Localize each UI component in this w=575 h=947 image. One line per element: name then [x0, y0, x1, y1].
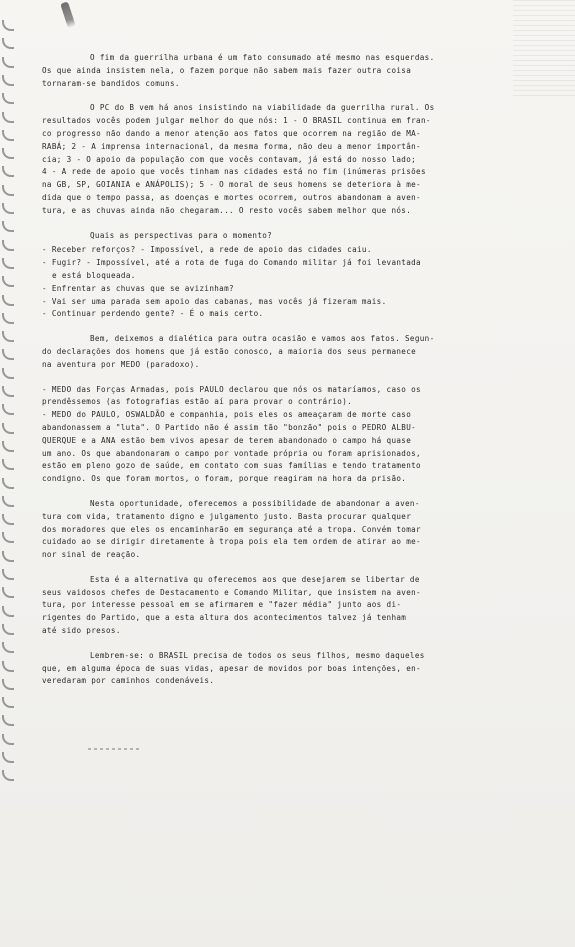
bottom-dash-mark — [88, 748, 142, 750]
binder-ring — [2, 697, 14, 708]
binder-ring — [2, 75, 14, 86]
text-line: condigno. Os que foram mortos, o foram, porque reagiram na hora da prisão. — [42, 474, 407, 484]
text-line: tura, e as chuvas ainda não chegaram... O resto vocês sabem melhor que nós. — [42, 205, 412, 215]
binder-ring — [2, 514, 14, 525]
list-item: - Receber reforços? - Impossível, a rede de apoio das cidades caiu. — [42, 245, 372, 255]
list-item: - Vai ser uma parada sem apoio das cabanas, mas vocês já fizeram mais. — [42, 296, 387, 306]
list-item: - Continuar perdendo gente? - É o mais certo. — [42, 309, 264, 319]
list-item: - Fugir? - Impossível, até a rota de fuga do Comando militar já foi levantada — [42, 258, 421, 268]
text-line: abandonassem a "luta". O Partido não é assim tão "bonzão" pois o PEDRO ALBU- — [42, 422, 417, 432]
text-line: O fim da guerrilha urbana é um fato consumado até mesmo nas esquerdas. — [90, 53, 435, 62]
binder-ring — [2, 734, 14, 745]
binder-ring — [2, 386, 14, 397]
text-line: dos moradores que eles os encaminharão em segurança até a tropa. Convém tomar — [42, 524, 421, 534]
binder-ring — [2, 551, 14, 562]
text-line: 4 - A rede de apoio que vocês tinham nas cidades está no fim (inúmeras prisões — [42, 167, 426, 177]
text-line: Lembrem-se: o BRASIL precisa de todos os seus filhos, mesmo daqueles — [90, 650, 425, 660]
paragraph-3 — [42, 230, 488, 243]
list-item-continuation: e está bloqueada. — [52, 270, 136, 280]
text-line: na GB, SP, GOIANIA e ANÁPOLIS); 5 - O moral de seus homens se deteriora à me- — [42, 180, 421, 190]
binder-ring — [2, 130, 14, 141]
corner-stamp-area — [513, 0, 575, 100]
binder-ring — [2, 752, 14, 763]
text-line: na aventura por MEDO (paradoxo). — [42, 359, 200, 369]
text-line: rigentes do Partido, que a esta altura dos acontecimentos talvez já tenham — [42, 613, 407, 623]
binder-ring — [2, 276, 14, 287]
text-line: até sido presos. — [42, 626, 121, 636]
text-line: - MEDO das Forças Armadas, pois PAULO declarou que nós os mataríamos, caso os — [42, 384, 421, 394]
text-line: tornaram-se bandidos comuns. — [42, 78, 180, 88]
binder-ring — [2, 423, 14, 434]
binder-ring — [2, 112, 14, 123]
binder-ring — [2, 331, 14, 342]
binder-ring — [2, 606, 14, 617]
paragraph-5 — [42, 384, 488, 486]
text-line: dida que o tempo passa, as doenças e mortes ocorrem, outros abandonam a aven- — [42, 192, 421, 202]
binder-ring — [2, 258, 14, 269]
paragraph-4 — [42, 333, 488, 371]
binder-ring — [2, 185, 14, 196]
text-line: do declarações dos homens que já estão conosco, a maioria dos seus permanece — [42, 346, 417, 356]
text-line: Quais as perspectivas para o momento? — [90, 230, 273, 240]
binder-ring — [2, 587, 14, 598]
binder-ring — [2, 240, 14, 251]
list-item: - Enfrentar as chuvas que se avizinham? — [42, 283, 234, 293]
text-line: nor sinal de reação. — [42, 550, 141, 560]
text-line: tura com vida, tratamento digno e julgamento justo. Basta procurar qualquer — [42, 511, 412, 521]
paragraph-2 — [42, 102, 488, 217]
text-line: Os que ainda insistem nela, o fazem porque não sabem mais fazer outra coisa — [42, 65, 412, 75]
text-line: O PC do B vem há anos insistindo na viabilidade da guerrilha rural. Os — [90, 103, 435, 113]
binder-ring — [2, 642, 14, 653]
binder-ring — [2, 496, 14, 507]
text-line: - MEDO do PAULO, OSWALDÃO e companhia, pois eles os ameaçaram de morte caso — [42, 410, 412, 420]
text-line: Esta é a alternativa qu oferecemos aos que desejarem se libertar de — [90, 574, 420, 584]
binder-ring — [2, 661, 14, 672]
binder-ring — [2, 221, 14, 232]
text-line: resultados vocês podem julgar melhor do que nós: 1 - O BRASIL continua em fran- — [42, 116, 431, 126]
binder-ring — [2, 624, 14, 635]
binder-ring — [2, 349, 14, 360]
text-line: prendêssemos (as fotografias estão aí para provar o contrário). — [42, 397, 353, 407]
text-line: cuidado ao se dirigir diretamente à tropa pois ela tem ordem de atirar ao me- — [42, 537, 421, 547]
text-line: um ano. Os que abandonaram o campo por vontade própria ou foram aprisionados, — [42, 448, 421, 458]
binder-rings — [2, 20, 16, 790]
text-line: cia; 3 - O apoio da população com que vocês contavam, já está do nosso lado; — [42, 154, 417, 164]
document-body — [42, 52, 488, 700]
text-line: seus vaidosos chefes de Destacamento e Comando Militar, que insistem na aven- — [42, 587, 421, 597]
binder-ring — [2, 93, 14, 104]
binder-ring — [2, 770, 14, 781]
ink-smudge — [60, 1, 76, 28]
binder-ring — [2, 715, 14, 726]
binder-ring — [2, 459, 14, 470]
binder-ring — [2, 295, 14, 306]
paragraph-1 — [42, 52, 488, 90]
text-line: Bem, deixemos a dialética para outra ocasião e vamos aos fatos. Segun- — [90, 334, 435, 344]
binder-ring — [2, 148, 14, 159]
binder-ring — [2, 404, 14, 415]
text-line: tura, por interesse pessoal em se afirmarem e "fazer média" junto aos di- — [42, 600, 402, 610]
binder-ring — [2, 569, 14, 580]
text-line: que, em alguma época de suas vidas, apesar de movidos por boas intenções, en- — [42, 663, 421, 673]
binder-ring — [2, 532, 14, 543]
text-line: QUERQUE e a ANA estão bem vivos apesar de terem abandonado o campo há quase — [42, 435, 412, 445]
binder-ring — [2, 679, 14, 690]
binder-ring — [2, 166, 14, 177]
binder-ring — [2, 441, 14, 452]
text-line: veredaram por caminhos condenáveis. — [42, 676, 215, 686]
paragraph-6 — [42, 498, 488, 562]
paragraph-7 — [42, 574, 488, 638]
binder-ring — [2, 313, 14, 324]
text-line: Nesta oportunidade, oferecemos a possibilidade de abandonar a aven- — [90, 498, 420, 508]
binder-ring — [2, 20, 14, 31]
text-line: co progresso não dando a menor atenção aos fatos que ocorrem na região de MA- — [42, 128, 421, 138]
binder-ring — [2, 38, 14, 49]
text-line: RABÁ; 2 - A imprensa internacional, da mesma forma, não deu a menor importân- — [42, 141, 421, 151]
binder-ring — [2, 203, 14, 214]
paragraph-8 — [42, 650, 488, 688]
perspectives-list — [42, 244, 488, 321]
binder-ring — [2, 478, 14, 489]
binder-ring — [2, 368, 14, 379]
binder-ring — [2, 57, 14, 68]
text-line: estão em pleno gozo de saúde, em contato com suas famílias e tendo tratamento — [42, 461, 421, 471]
